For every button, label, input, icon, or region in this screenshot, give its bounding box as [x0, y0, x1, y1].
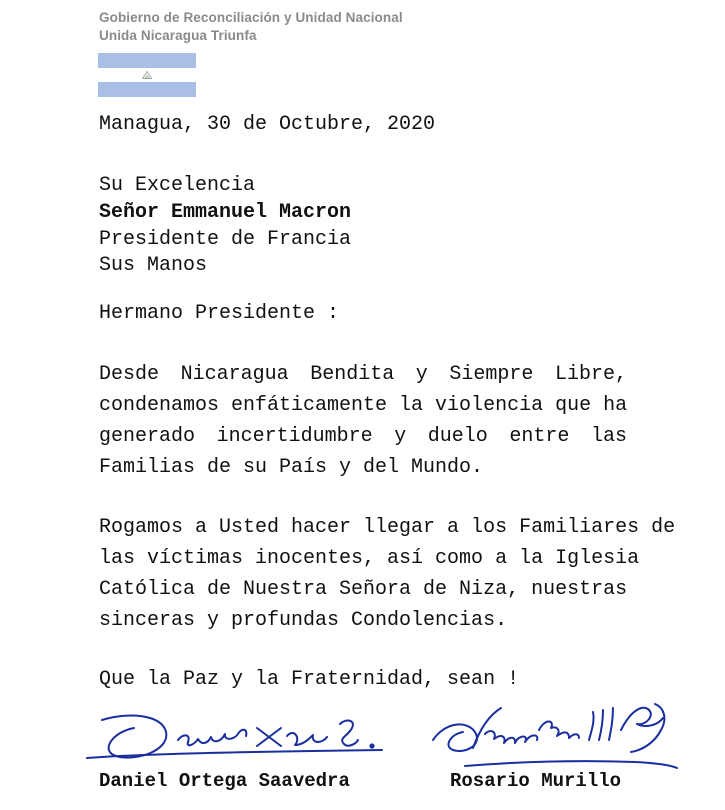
recipient-position: Presidente de Francia — [99, 228, 352, 251]
recipient-title: Su Excelencia — [99, 174, 256, 197]
paragraph-line: generado incertidumbre y duelo entre las — [99, 425, 627, 448]
signatory-name-daniel-ortega: Daniel Ortega Saavedra — [99, 770, 350, 792]
paragraph-line: Rogamos a Usted hacer llegar a los Familiares de — [99, 516, 676, 539]
paragraph-line: Desde Nicaragua Bendita y Siempre Libre, — [99, 363, 627, 386]
paragraph-condolence — [99, 359, 627, 483]
nicaragua-flag-icon — [98, 53, 196, 97]
coat-of-arms-icon — [142, 71, 152, 79]
paragraph-line: condenamos enfáticamente la violencia que ha — [99, 394, 628, 417]
letterhead-line-2: Unida Nicaragua Triunfa — [99, 28, 257, 43]
closing-line: Que la Paz y la Fraternidad, sean ! — [99, 668, 520, 691]
recipient-delivery: Sus Manos — [99, 254, 208, 277]
date-line: Managua, 30 de Octubre, 2020 — [99, 113, 436, 136]
signature-daniel-ortega — [82, 706, 402, 774]
paragraph-request — [99, 512, 676, 636]
paragraph-line: las víctimas inocentes, así como a la Iglesia — [99, 547, 640, 570]
signatory-name-rosario-murillo: Rosario Murillo — [450, 770, 622, 792]
paragraph-line: sinceras y profundas Condolencias. — [99, 609, 508, 632]
paragraph-line: Familias de su País y del Mundo. — [99, 456, 484, 479]
greeting: Hermano Presidente : — [99, 302, 340, 325]
paragraph-line: Católica de Nuestra Señora de Niza, nuestras — [99, 578, 628, 601]
recipient-name: Señor Emmanuel Macron — [99, 201, 352, 224]
signature-rosario-murillo — [425, 690, 685, 782]
letterhead-line-1: Gobierno de Reconciliación y Unidad Nacional — [99, 10, 403, 25]
